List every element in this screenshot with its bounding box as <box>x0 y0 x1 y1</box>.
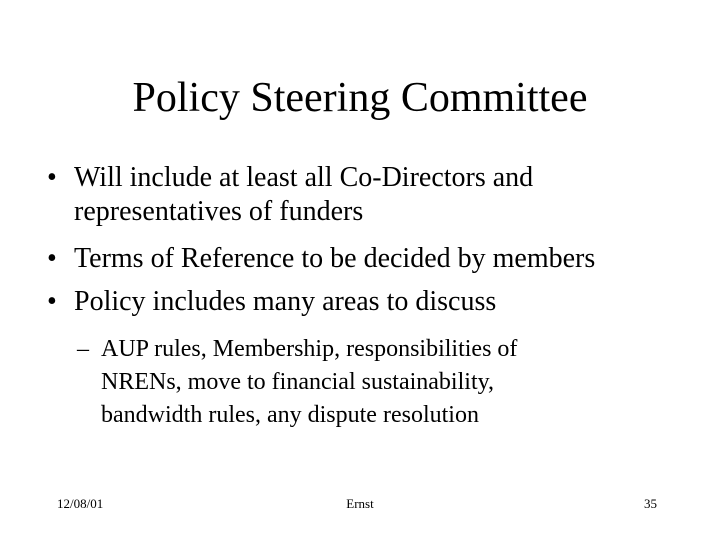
bullet-line: representatives of funders <box>74 196 364 227</box>
bullet-marker: • <box>47 243 57 274</box>
sub-bullet-text <box>101 333 517 432</box>
footer-page-number: 35 <box>644 496 657 511</box>
bullet-text <box>74 161 533 229</box>
bullet-line: Policy includes many areas to discuss <box>74 286 497 317</box>
slide-title: Policy Steering Committee <box>132 75 588 121</box>
bullet-line: Terms of Reference to be decided by members <box>74 243 596 274</box>
bullet-text <box>74 242 595 276</box>
sub-bullet-line: bandwidth rules, any dispute resolution <box>101 402 479 428</box>
bullet-marker: • <box>47 162 57 193</box>
bullet-text <box>74 285 496 319</box>
bullet-marker: • <box>47 286 57 317</box>
sub-bullet-marker: – <box>77 336 89 362</box>
footer-author: Ernst <box>346 496 374 511</box>
footer-date: 12/08/01 <box>57 496 104 511</box>
bullet-line: Will include at least all Co-Directors and <box>74 162 534 193</box>
sub-bullet-line: AUP rules, Membership, responsibilities of <box>101 336 518 362</box>
sub-bullet-line: NRENs, move to financial sustainability, <box>101 369 495 395</box>
